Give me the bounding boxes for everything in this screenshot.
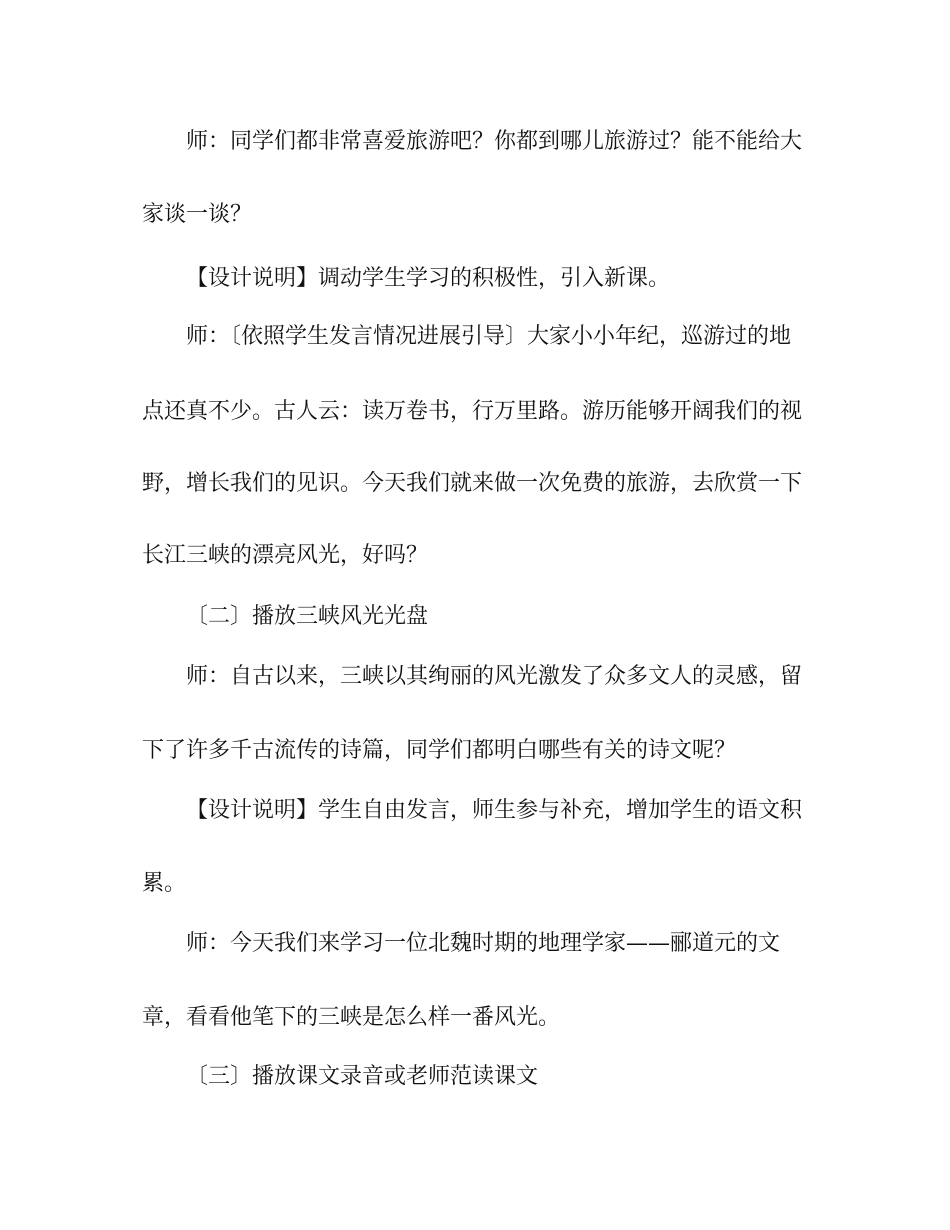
text-line-5: 点还真不少。古人云：读万卷书，行万里路。游历能够开阔我们的视 <box>142 399 803 424</box>
text-line-9: 师：自古以来，三峡以其绚丽的风光激发了众多文人的灵感，留 <box>186 664 803 689</box>
text-line-2: 家谈一谈？ <box>142 202 253 227</box>
text-line-8: 〔二〕播放三峡风光光盘 <box>186 604 429 629</box>
text-line-15: 〔三〕播放课文录音或老师范读课文 <box>186 1064 539 1089</box>
text-line-10: 下了许多千古流传的诗篇，同学们都明白哪些有关的诗文呢？ <box>142 738 737 763</box>
text-line-14: 章，看看他笔下的三峡是怎么样一番风光。 <box>142 1005 561 1030</box>
text-line-6: 野，增长我们的见识。今天我们就来做一次免费的旅游，去欣赏一下 <box>142 471 803 496</box>
text-line-11: 【设计说明】学生自由发言，师生参与补充，增加学生的语文积 <box>186 798 803 823</box>
text-line-4: 师：〔依照学生发言情况进展引导〕大家小小年纪，巡游过的地 <box>186 324 792 349</box>
text-line-13: 师：今天我们来学习一位北魏时期的地理学家——郦道元的文 <box>186 931 781 956</box>
text-line-7: 长江三峡的漂亮风光，好吗？ <box>142 543 429 568</box>
text-line-3: 【设计说明】调动学生学习的积极性，引入新课。 <box>186 266 671 291</box>
text-line-1: 师：同学们都非常喜爱旅游吧？你都到哪儿旅游过？能不能给大 <box>186 129 803 154</box>
text-line-12: 累。 <box>142 871 187 896</box>
